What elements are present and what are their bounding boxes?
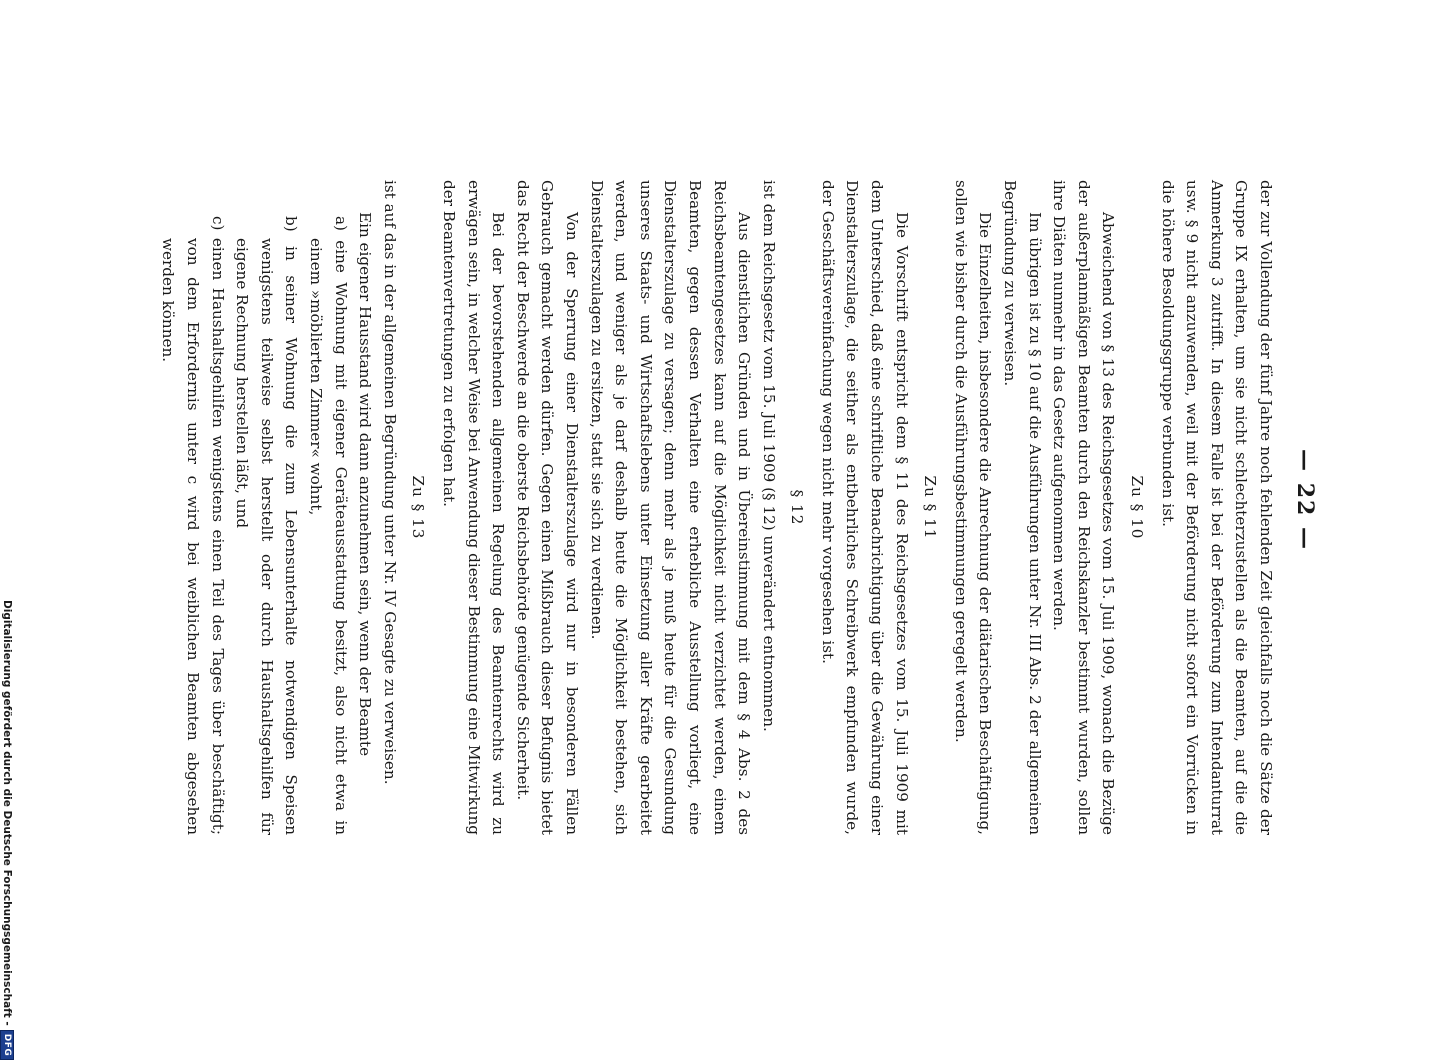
funding-note: Digitalisierung gefördert durch die Deutsche Forschungsgemeinschaft -: [1, 600, 13, 1026]
paragraph: Von der Sperrung einer Dienstalterszulage wird nur in besonderen Fällen Gebrauch gemacht werden dürfen. Gegen einen Mißbrauch dieser Befugnis bietet das Recht der Beschwerde an die oberste Reichsbehörde genügende Sicherheit.: [513, 180, 581, 835]
paragraph: ist dem Reichsgesetz vom 15. Juli 1909 (§ 12) unverändert entnommen.: [759, 180, 778, 732]
funding-footer: [0, 600, 18, 1057]
paragraph: Im übrigen ist zu § 10 auf die Ausführungen unter Nr. III Abs. 2 der allgemeinen Begründung zu verweisen.: [1001, 180, 1044, 835]
section-heading: Zu § 13: [409, 475, 428, 540]
section-heading: Zu § 11: [921, 475, 940, 540]
paragraph: Abweichend von § 13 des Reichsgesetzes vom 15. Juli 1909, wonach die Bezüge der außerplanmäßigen Beamten durch den Reichskanzler bestimmt wurden, sollen ihre Diäten nunmehr in das Gesetz aufgenommen werden.: [1050, 180, 1118, 835]
section-heading: Zu § 10: [1128, 475, 1147, 540]
paragraph: ist auf das in der allgemeinen Begründung unter Nr. IV Gesagte zu verweisen.: [380, 180, 399, 785]
document-page: [130, 0, 1320, 1000]
paragraph: Bei der bevorstehenden allgemeinen Regelung des Beamtenrechts wird zu erwägen sein, in welcher Weise bei Anwendung dieser Bestimmung eine Mitwirkung der Beamtenvertretungen zu erfolgen hat.: [440, 180, 508, 835]
paragraph: Die Einzelheiten, insbesondere die Anrechnung der diätarischen Beschäftigung, sollen wie bisher durch die Ausführungsbestimmungen geregelt werden.: [951, 180, 995, 835]
dfg-logo: DFG: [0, 1030, 14, 1060]
paragraph: Ein eigener Hausstand wird dann anzunehmen sein, wenn der Beamte: [356, 212, 375, 757]
list-item: c) einen Haushaltsgehilfen wenigstens einen Teil des Tages über beschäftigt; von dem Erfordernis unter c wird bei weiblichen Beamten abgesehen werden können.: [159, 216, 227, 835]
condition-list: [156, 180, 353, 835]
page-number: — 22 —: [1292, 449, 1318, 551]
list-item: a) eine Wohnung mit eigener Geräteausstattung besitzt, also nicht etwa in einem »möblierten Zimmer« wohnt,: [307, 216, 350, 835]
funding-footer-text-row: [0, 600, 16, 1057]
paragraph: Die Vorschrift entspricht dem § 11 des Reichsgesetzes vom 15. Juli 1909 mit dem Unterschied, daß eine schriftliche Benachrichtigung über die Gewährung einer Dienstalterszulage, die seither als entbehrliches Schreibwerk empfunden wurde, der Geschäftsvereinfachung wegen nicht mehr vorgesehen ist.: [818, 180, 911, 835]
paragraph: Aus dienstlichen Gründen und in Übereinstimmung mit dem § 4 Abs. 2 des Reichsbeamtengesetzes kann auf die Möglichkeit nicht verzichtet werden, einem Beamten, gegen dessen Verhalten eine erhebliche Ausstellung vorliegt, eine Dienstalterszulage zu versagen; denn mehr als je muß heute für die Gesundung unseres Staats- und Wirtschaftslebens unter Einsetzung aller Kräfte gearbeitet werden, und weniger als je darf deshalb heute die Möglichkeit bestehen, sich Dienstalterszulagen zu ersitzen, statt sie sich zu verdienen.: [587, 180, 754, 835]
list-item: b) in seiner Wohnung die zum Lebensunterhalte notwendigen Speisen wenigstens teilweise selbst herstellt oder durch Haushaltsgehilfen für eigene Rechnung herstellen läßt, und: [233, 216, 301, 835]
paragraph: der zur Vollendung der fünf Jahre noch fehlenden Zeit gleichfalls noch die Sätze der Gruppe IX erhalten, um sie nicht schlechterzustellen als die Beamten, auf die die Anmerkung 3 zutrifft. In diesem Falle ist bei der Beförderung zum Intendanturrat usw. § 9 nicht anzuwenden, weil mit der Beförderung nicht sofort ein Vorrücken in die höhere Besoldungsgruppe verbunden ist.: [1158, 180, 1275, 835]
document-body: [156, 180, 1278, 835]
section-heading: § 12: [788, 489, 807, 526]
